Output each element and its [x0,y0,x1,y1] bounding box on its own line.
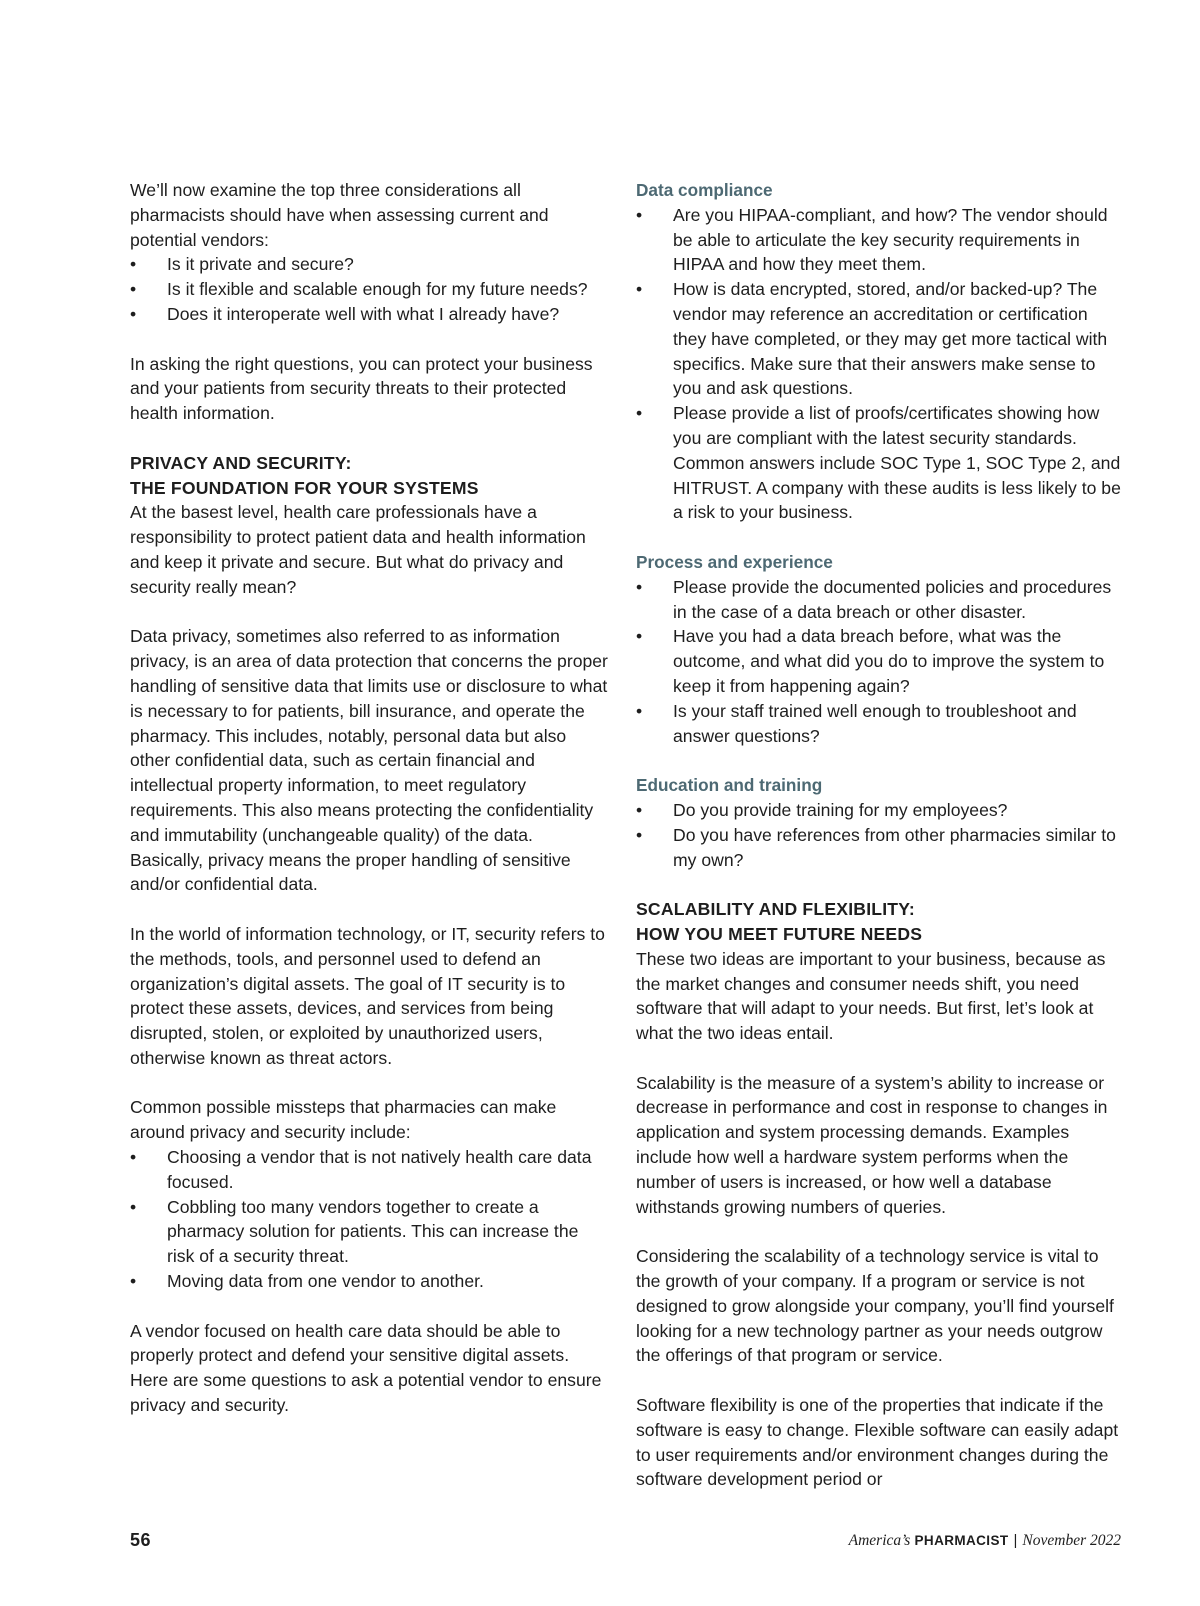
missteps-list [130,1145,610,1294]
brand-name: PHARMACIST [914,1533,1009,1548]
vendor-focused-paragraph: A vendor focused on health care data should be able to properly protect and defend your sensitive digital assets. Here are some questions to ask a potential vendor to ensure privacy and security. [130,1320,602,1416]
privacy-heading-line1: PRIVACY AND SECURITY: [130,452,352,473]
intro-paragraph: We’ll now examine the top three considerations all pharmacists should have when assessing current and potential vendors: [130,180,549,250]
list-item: • How is data encrypted, stored, and/or backed-up? The vendor may reference an accreditation or certification they have completed, or they may get more tactical with specifics. Make sure that their answers make sense to you and ask questions. [636,277,1121,401]
considering-paragraph: Considering the scalability of a technology service is vital to the growth of your company. If a program or service is not designed to grow alongside your company, you’ll find yourself looking for a new technology partner as your needs outgrow the offerings of that program or service. [636,1246,1114,1366]
considerations-list [130,252,610,326]
list-item: • Please provide a list of proofs/certificates showing how you are compliant with the latest security standards. Common answers include SOC Type 1, SOC Type 2, and HITRUST. A company with these audits is less likely to be a risk to your business. [636,401,1121,525]
process-list [636,575,1121,749]
issue-date: November 2022 [1022,1532,1121,1549]
masthead [849,1532,1121,1550]
list-item: • Is your staff trained well enough to troubleshoot and answer questions? [636,699,1121,749]
process-experience-heading: Process and experience [636,551,833,572]
missteps-intro: Common possible missteps that pharmacies can make around privacy and security include: [130,1097,557,1143]
right-column [636,178,1121,1492]
list-item: • Is it private and secure? [130,252,610,277]
list-item: • Do you have references from other pharmacies similar to my own? [636,823,1121,873]
list-item: • Please provide the documented policies and procedures in the case of a data breach or other disaster. [636,575,1121,625]
list-item: • Does it interoperate well with what I already have? [130,302,610,327]
list-item: • Is it flexible and scalable enough for my future needs? [130,277,610,302]
page-number: 56 [130,1530,152,1550]
left-column [130,178,610,1443]
privacy-heading-line2: THE FOUNDATION FOR YOUR SYSTEMS [130,477,479,498]
education-training-heading: Education and training [636,775,823,796]
data-privacy-paragraph: Data privacy, sometimes also referred to as information privacy, is an area of data protection that concerns the proper handling of sensitive data that limits use or disclosure to what is necessary to for patients, bill insurance, and operate the pharmacy. This includes, notably, personal data but also other confidential data, such as certain financial and intellectual property information, to meet regulatory requirements. This also means protecting the confidentiality and immutability (unchangeable quality) of the data. Basically, privacy means the proper handling of sensitive and/or confidential data. [130,626,608,895]
list-item: • Do you provide training for my employees? [636,798,1121,823]
publication-name: America’s [848,1532,911,1549]
list-item: • Choosing a vendor that is not natively health care data focused. [130,1145,610,1195]
it-security-paragraph: In the world of information technology, or IT, security refers to the methods, tools, and personnel used to defend an organization’s digital assets. The goal of IT security is to protect these assets, devices, and services from being disrupted, stolen, or exploited by unauthorized users, otherwise known as threat actors. [130,923,605,1068]
flexibility-paragraph: Software flexibility is one of the properties that indicate if the software is easy to change. Flexible software can easily adapt to user requirements and/or environment changes during the software development period or [636,1395,1119,1490]
list-item: • Are you HIPAA-compliant, and how? The vendor should be able to articulate the key security requirements in HIPAA and how they meet them. [636,203,1121,277]
two-ideas-paragraph: These two ideas are important to your business, because as the market changes and consumer needs shift, you need software that will adapt to your needs. But first, let’s look at what the two ideas entail. [636,948,1106,1044]
education-list [636,798,1121,872]
compliance-list [636,203,1121,525]
scalability-paragraph: Scalability is the measure of a system’s ability to increase or decrease in performance and cost in response to changes in application and system processing demands. Examples include how well a hardware system performs when the number of users is increased, or how well a database withstands growing numbers of queries. [636,1072,1108,1217]
list-item: • Moving data from one vendor to another. [130,1269,610,1294]
list-item: • Have you had a data breach before, what was the outcome, and what did you do to improve the system to keep it from happening again? [636,624,1121,698]
scalability-heading-line2: HOW YOU MEET FUTURE NEEDS [636,923,923,944]
separator: | [1013,1532,1018,1549]
list-item: • Cobbling too many vendors together to create a pharmacy solution for patients. This can increase the risk of a security threat. [130,1195,610,1269]
asking-paragraph: In asking the right questions, you can protect your business and your patients from security threats to their protected health information. [130,353,593,424]
page-footer [130,1530,1121,1552]
basest-paragraph: At the basest level, health care professionals have a responsibility to protect patient data and health information and keep it private and secure. But what do privacy and security really mean? [130,502,586,597]
scalability-heading-line1: SCALABILITY AND FLEXIBILITY: [636,899,915,920]
data-compliance-heading: Data compliance [636,180,773,200]
